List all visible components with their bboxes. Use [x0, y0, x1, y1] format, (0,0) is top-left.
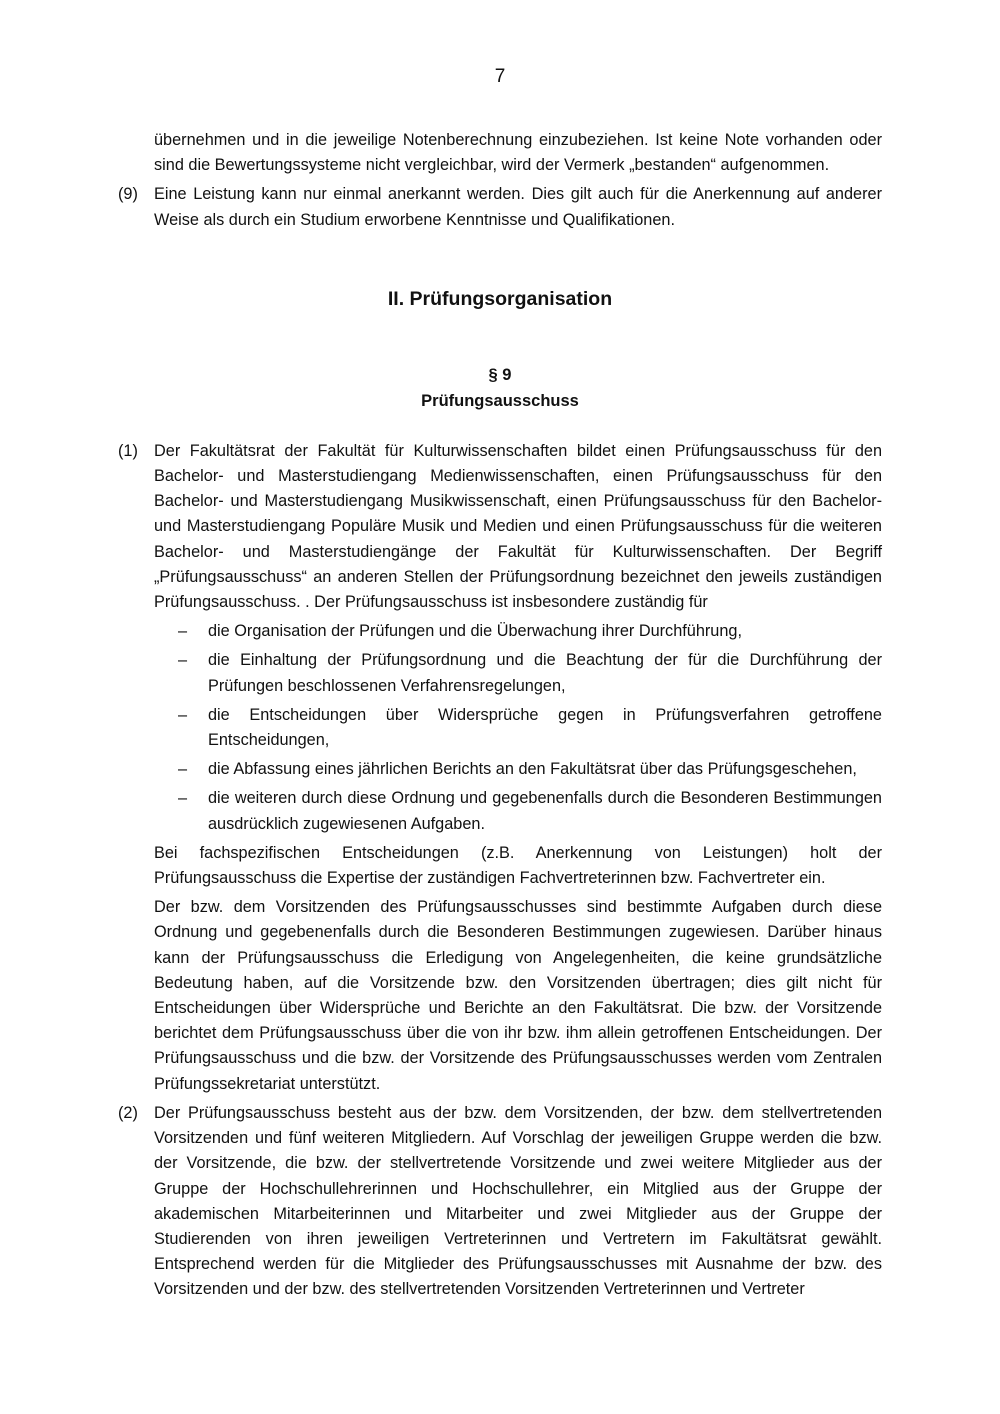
paragraph-title: Prüfungsausschuss: [421, 391, 579, 410]
item-2: [118, 1101, 882, 1303]
item-1-expertise-text: Bei fachspezifischen Entscheidungen (z.B. Anerkennung von Leistungen) holt der Prüfungsausschuss die Expertise der zuständigen Fachvertreterinnen bzw. Fachvertreter ein.: [154, 843, 882, 888]
responsibilities-list: [118, 619, 882, 837]
list-item: [178, 786, 882, 836]
section-heading: II. Prüfungsorganisation: [387, 287, 613, 310]
list-item-text: die Abfassung eines jährlichen Berichts an den Fakultätsrat über das Prüfungsgeschehen,: [208, 760, 857, 779]
item-2-number: (2): [118, 1103, 138, 1122]
item-1-number: (1): [118, 441, 138, 460]
item-2-text: Der Prüfungsausschuss besteht aus der bzw. dem Vorsitzenden, der bzw. dem stellvertretenden Vorsitzenden und fünf weiteren Mitgliedern. Auf Vorschlag der jeweiligen Gruppe werden die bzw. der Vorsitzende, die bzw. der stellvertretende Vorsitzende und zwei weitere Mitglieder aus der Gruppe der Hochschullehrerinnen und Hochschullehrer, ein Mitglied aus der Gruppe der akademischen Mitarbeiterinnen und Mitarbeiter und zwei Mitglieder aus der Gruppe der Studierenden von ihren jeweiligen Vertreterinnen und Vertretern im Fakultätsrat gewählt. Entsprechend werden für die Mitglieder des Prüfungsausschusses mit Ausnahme der bzw. des Vorsitzenden und der bzw. des stellvertretenden Vorsitzenden Vertreterinnen und Vertreter: [154, 1103, 882, 1299]
item-9-number: (9): [118, 185, 138, 204]
paragraph-symbol: § 9: [488, 365, 512, 384]
dash-bullet: –: [178, 760, 188, 779]
list-item-text: die Einhaltung der Prüfungsordnung und die Beachtung der für die Durchführung der Prüfungen beschlossenen Verfahrensregelungen,: [208, 651, 882, 695]
list-item: [178, 757, 882, 782]
list-item: [178, 703, 882, 753]
document-body: [118, 128, 882, 1307]
list-item-text: die Entscheidungen über Widersprüche gegen in Prüfungsverfahren getroffene Entscheidungen,: [208, 705, 882, 750]
page-number: 7: [494, 66, 506, 87]
list-item-text: die weiteren durch diese Ordnung und gegebenenfalls durch die Besonderen Bestimmungen ausdrücklich zugewiesenen Aufgaben.: [208, 789, 882, 833]
item-9-text: Eine Leistung kann nur einmal anerkannt werden. Dies gilt auch für die Anerkennung auf anderer Weise als durch ein Studium erworbene Kenntnisse und Qualifikationen.: [154, 185, 882, 229]
dash-bullet: –: [178, 651, 188, 670]
dash-bullet: –: [178, 705, 188, 724]
dash-bullet: –: [178, 622, 188, 641]
list-item: [178, 648, 882, 698]
continuation-text: übernehmen und in die jeweilige Notenberechnung einzubeziehen. Ist keine Note vorhanden oder sind die Bewertungssysteme nicht vergleichbar, wird der Vermerk „bestanden“ aufgenommen.: [154, 131, 882, 175]
item-1: [118, 439, 882, 615]
list-item-text: die Organisation der Prüfungen und die Überwachung ihrer Durchführung,: [208, 622, 742, 641]
item-1-chair-text: Der bzw. dem Vorsitzenden des Prüfungsausschusses sind bestimmte Aufgaben durch diese Ordnung und gegebenenfalls durch die Besonderen Bestimmungen zugewiesen. Darüber hinaus kann der Prüfungsausschuss die Erledigung von Angelegenheiten, die keine grundsätzliche Bedeutung haben, auf die Vorsitzende bzw. den Vorsitzenden übertragen; dies gilt nicht für Entscheidungen über Widersprüche und Berichte an den Fakultätsrat. Die bzw. der Vorsitzende berichtet dem Prüfungsausschuss über die von ihr bzw. ihm allein getroffenen Entscheidungen. Der Prüfungsausschuss und die bzw. der Vorsitzende des Prüfungsausschusses werden vom Zentralen Prüfungssekretariat unterstützt.: [154, 898, 882, 1093]
dash-bullet: –: [178, 789, 188, 808]
item-9: [118, 182, 882, 232]
item-1-text: Der Fakultätsrat der Fakultät für Kulturwissenschaften bildet einen Prüfungsausschuss für den Bachelor- und Masterstudiengang Medienwissenschaften, einen Prüfungsausschuss für den Bachelor- und Masterstudiengang Musikwissenschaft, einen Prüfungsausschuss für den Bachelor- und Masterstudiengang Populäre Musik und Medien und einen Prüfungsausschuss für die weiteren Bachelor- und Masterstudiengänge der Fakultät für Kulturwissenschaften. Der Begriff „Prüfungsausschuss“ an anderen Stellen der Prüfungsordnung bezeichnet den jeweils zuständigen Prüfungsausschuss. . Der Prüfungsausschuss ist insbesondere zuständig für: [154, 441, 882, 612]
list-item: [178, 619, 882, 644]
